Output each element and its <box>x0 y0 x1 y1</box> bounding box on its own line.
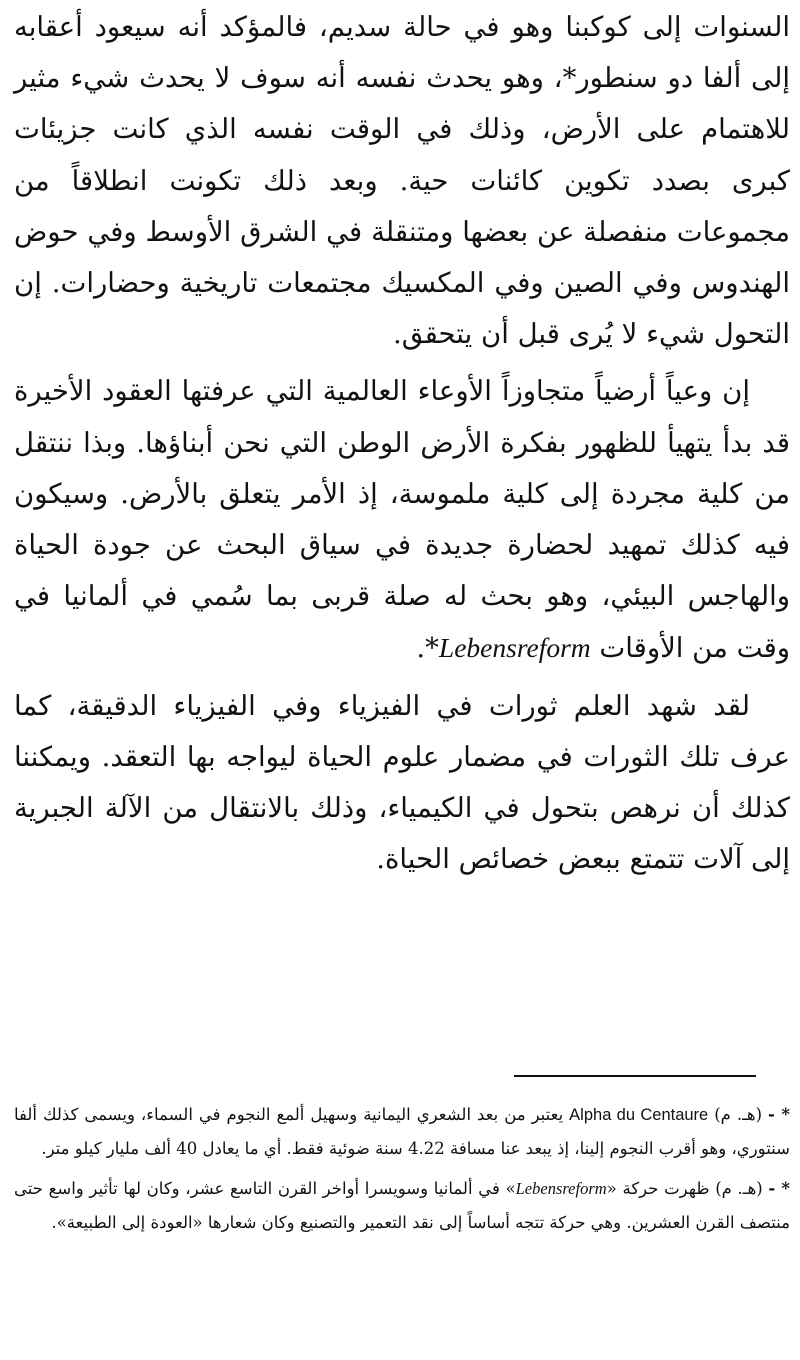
main-text <box>14 2 790 891</box>
footnote-text: ظهرت حركة <box>622 1179 710 1198</box>
paragraph-text: لقد شهد العلم ثورات في الفيزياء وفي الفيزياء الدقيقة، كما عرف تلك الثورات في مضمار علوم الحياة ليواجه بها التعقد. ويمكننا كذلك أن نرهص بتحول في الكيمياء، وذلك بالانتقال من الآلة الجبرية إلى آلات تتمتع ببعض خصائص الحياة. <box>14 689 790 876</box>
footnote-text: يعتبر من بعد الشعري اليمانية وسهيل ألمع النجوم في السماء، ويسمى كذلك ألفا سنتوري، وهو أقرب النجوم إلينا، إذ يبعد عنا مسافة 4.22 سنة ضوئية فقط. أي ما يعادل 40 ألف مليار كيلو متر. <box>14 1105 790 1158</box>
paragraph-text: ، وهو يحدث نفسه أنه سوف لا يحدث شيء مثير للاهتمام على الأرض، وذلك في الوقت نفسه الذي كانت جزيئات كبرى بصدد تكوين كائنات حية. وبعد ذلك تكونت انطلاقاً من مجموعات منفصلة عن بعضها ومتنقلة في الشرق الأوسط وفي حوض الهندوس وفي الصين وفي المكسيك مجتمعات تاريخية وحضارات. إن التحول شيء لا يُرى قبل أن يتحقق. <box>14 62 790 351</box>
quote-open: « <box>606 1179 617 1198</box>
footnote-tag: (هـ. م) <box>714 1105 763 1124</box>
footnote-latin-term: Alpha du Centaure <box>569 1106 709 1124</box>
footnote-reference: * <box>562 62 577 95</box>
paragraph-text: السنوات إلى كوكبنا وهو في حالة سديم، فالمؤكد أنه سيعود أعقابه إلى ألفا دو سنطور <box>14 11 790 95</box>
book-page <box>14 0 790 1360</box>
paragraph <box>14 2 790 360</box>
quote-close: » <box>505 1179 516 1198</box>
paragraph-text: إن وعياً أرضياً متجاوزاً الأوعاء العالمية التي عرفتها العقود الأخيرة قد بدأ يتهيأ للظهور بفكرة الأرض الوطن التي نحن أبناؤها. وبذا ننتقل من كلية مجردة إلى كلية ملموسة، إذ الأمر يتعلق بالأرض. وسيكون فيه كذلك تمهيد لحضارة جديدة في سياق البحث عن جودة الحياة والهاجس البيئي، وهو بحث له صلة قربى بما سُمي في ألمانيا في وقت من الأوقات <box>14 375 790 665</box>
footnote-tag: (هـ. م) <box>715 1179 763 1198</box>
footnotes <box>14 1098 790 1246</box>
footnote-text: في ألمانيا وسويسرا أواخر القرن التاسع عشر، وكان لها تأثير واسع حتى منتصف القرن العشرين. وهي حركة تتجه أساساً إلى نقد التعمير والتصنيع وكان شعارها «العودة إلى الطبيعة». <box>14 1179 790 1232</box>
footnote <box>14 1172 790 1240</box>
footnote-reference: * <box>425 632 439 665</box>
footnote-marker: * - <box>768 1105 790 1124</box>
footnote-marker: * - <box>768 1179 791 1198</box>
footnote-separator <box>514 1075 756 1077</box>
paragraph-end: . <box>416 632 426 665</box>
footnote-latin-term: Lebensreform <box>515 1179 607 1198</box>
paragraph <box>14 681 790 886</box>
paragraph <box>14 366 790 674</box>
latin-term: Lebensreform <box>438 632 591 664</box>
footnote <box>14 1098 790 1166</box>
